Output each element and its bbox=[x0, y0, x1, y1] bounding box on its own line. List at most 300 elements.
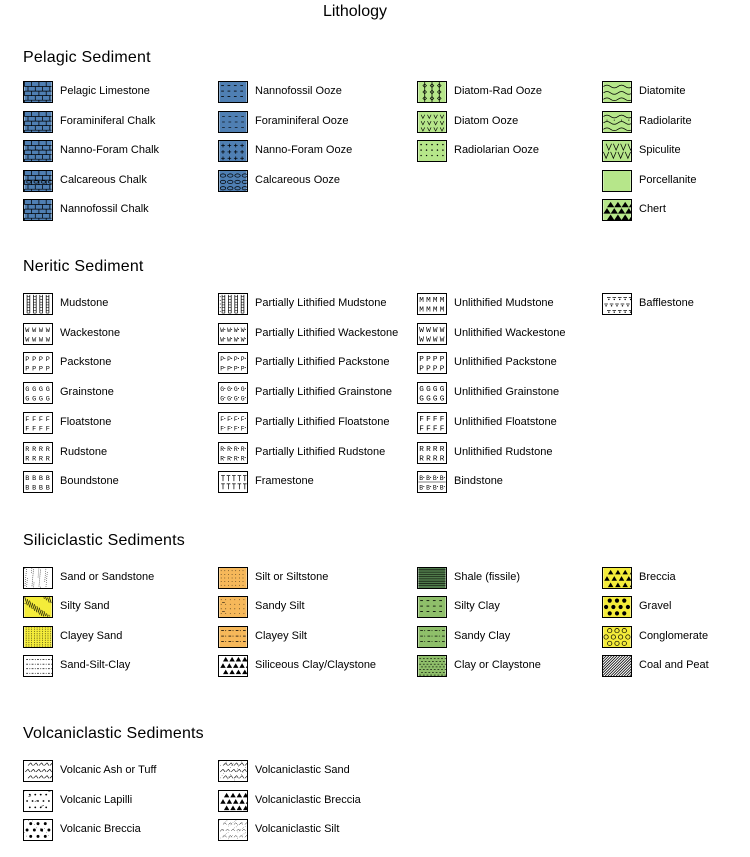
svg-text:F: F bbox=[25, 425, 30, 433]
svg-text:W: W bbox=[419, 336, 424, 344]
svg-text:W: W bbox=[432, 336, 438, 344]
legend-item-sand-or-sandstone bbox=[23, 567, 223, 591]
svg-text:P: P bbox=[439, 356, 445, 365]
chert-pattern-icon bbox=[602, 199, 632, 221]
svg-text:G: G bbox=[45, 395, 50, 403]
svg-text:R: R bbox=[439, 455, 445, 463]
unlithified-floatstone-pattern-icon bbox=[417, 412, 447, 434]
legend-label: Unlithified Wackestone bbox=[454, 327, 566, 339]
legend-item-clayey-sand bbox=[23, 626, 223, 650]
svg-text:B: B bbox=[432, 484, 437, 492]
legend-label: Nanno-Foram Chalk bbox=[60, 144, 160, 156]
legend-label: Partially Lithified Floatstone bbox=[255, 416, 390, 428]
svg-text:P: P bbox=[32, 365, 37, 373]
svg-text:P: P bbox=[419, 356, 424, 365]
legend-item-grainstone bbox=[23, 382, 223, 406]
legend-label: Grainstone bbox=[60, 386, 114, 398]
diatomite-pattern-icon bbox=[602, 81, 632, 103]
svg-text:F: F bbox=[45, 416, 50, 425]
legend-label: Unlithified Rudstone bbox=[454, 446, 553, 458]
svg-text:R: R bbox=[419, 446, 424, 455]
legend-item-sandy-silt bbox=[218, 596, 418, 620]
legend-label: Sand or Sandstone bbox=[60, 571, 155, 583]
svg-text:W: W bbox=[45, 327, 50, 336]
legend-item-volcanic-breccia bbox=[23, 819, 223, 843]
calcareous-ooze-pattern-icon bbox=[218, 170, 248, 192]
partially-lithified-packstone-pattern-icon bbox=[218, 352, 248, 374]
svg-text:R: R bbox=[432, 446, 438, 455]
svg-text:G: G bbox=[426, 386, 431, 395]
volcaniclastic-silt-pattern-icon bbox=[218, 819, 248, 841]
legend-item-breccia bbox=[602, 567, 750, 591]
svg-text:W: W bbox=[220, 336, 225, 344]
legend-item-radiolarian-ooze bbox=[417, 140, 617, 164]
partially-lithified-wackestone-pattern-icon bbox=[218, 323, 248, 345]
gravel-pattern-icon bbox=[602, 596, 632, 618]
svg-text:F: F bbox=[439, 425, 445, 433]
legend-item-rudstone bbox=[23, 442, 223, 466]
legend-label: Clayey Sand bbox=[60, 630, 123, 642]
svg-text:F: F bbox=[419, 425, 424, 433]
legend-item-foraminiferal-ooze bbox=[218, 111, 418, 135]
svg-text:W: W bbox=[32, 327, 37, 336]
legend-label: Unlithified Grainstone bbox=[454, 386, 560, 398]
svg-text:M: M bbox=[419, 306, 424, 314]
svg-text:R: R bbox=[240, 455, 245, 463]
svg-text:F: F bbox=[426, 425, 431, 433]
svg-text:W: W bbox=[439, 327, 445, 336]
legend-label: Partially Lithified Grainstone bbox=[255, 386, 392, 398]
legend-item-spiculite bbox=[602, 140, 750, 164]
legend-label: Unlithified Floatstone bbox=[454, 416, 557, 428]
legend-label: Bafflestone bbox=[639, 297, 694, 309]
unlithified-mudstone-pattern-icon bbox=[417, 293, 447, 315]
svg-text:P: P bbox=[227, 356, 231, 364]
legend-label: Conglomerate bbox=[639, 630, 709, 642]
legend-item-calcareous-chalk bbox=[23, 170, 223, 194]
svg-text:G: G bbox=[25, 395, 30, 403]
svg-text:W: W bbox=[419, 327, 424, 336]
legend-label: Pelagic Limestone bbox=[60, 85, 150, 97]
sandy-silt-pattern-icon bbox=[218, 596, 248, 618]
svg-text:G: G bbox=[432, 386, 438, 395]
spiculite-pattern-icon bbox=[602, 140, 632, 162]
legend-item-partially-lithified-mudstone bbox=[218, 293, 418, 317]
legend-label: Volcaniclastic Sand bbox=[255, 764, 350, 776]
svg-text:W: W bbox=[240, 327, 245, 335]
legend-item-pelagic-limestone bbox=[23, 81, 223, 105]
svg-text:M: M bbox=[432, 297, 438, 306]
sandy-clay-pattern-icon bbox=[417, 626, 447, 648]
legend-label: Volcanic Lapilli bbox=[60, 794, 133, 806]
svg-text:G: G bbox=[426, 395, 431, 403]
section-title-neritic-sediment: Neritic Sediment bbox=[23, 258, 144, 275]
unlithified-wackestone-pattern-icon bbox=[417, 323, 447, 345]
bafflestone-pattern-icon bbox=[602, 293, 632, 315]
legend-item-boundstone bbox=[23, 471, 223, 495]
svg-text:P: P bbox=[38, 356, 44, 365]
silty-sand-pattern-icon bbox=[23, 596, 53, 618]
legend-item-shale-fissile bbox=[417, 567, 617, 591]
legend-item-floatstone bbox=[23, 412, 223, 436]
svg-text:W: W bbox=[220, 327, 225, 335]
legend-item-sand-silt-clay bbox=[23, 655, 223, 679]
svg-text:F: F bbox=[227, 416, 231, 424]
svg-text:G: G bbox=[38, 386, 44, 395]
partially-lithified-mudstone-pattern-icon bbox=[218, 293, 248, 315]
volcanic-breccia-pattern-icon bbox=[23, 819, 53, 841]
legend-item-conglomerate bbox=[602, 626, 750, 650]
svg-text:W: W bbox=[227, 336, 231, 344]
svg-text:G: G bbox=[233, 386, 238, 394]
clayey-sand-pattern-icon bbox=[23, 626, 53, 648]
foraminiferal-chalk-pattern-icon bbox=[23, 111, 53, 133]
svg-text:G: G bbox=[419, 395, 424, 403]
svg-text:R: R bbox=[233, 455, 238, 463]
svg-text:G: G bbox=[233, 395, 238, 403]
svg-text:F: F bbox=[240, 425, 245, 433]
breccia-pattern-icon bbox=[602, 567, 632, 589]
bindstone-pattern-icon bbox=[417, 471, 447, 493]
svg-text:B: B bbox=[439, 475, 444, 483]
legend-label: Unlithified Mudstone bbox=[454, 297, 554, 309]
svg-text:R: R bbox=[32, 446, 37, 455]
svg-text:P: P bbox=[240, 356, 245, 364]
svg-text:G: G bbox=[227, 395, 231, 403]
svg-text:B: B bbox=[419, 475, 424, 483]
legend-label: Unlithified Packstone bbox=[454, 356, 557, 368]
section-title-siliciclastic-sediments: Siliciclastic Sediments bbox=[23, 532, 185, 549]
legend-item-unlithified-rudstone bbox=[417, 442, 617, 466]
legend-item-partially-lithified-rudstone bbox=[218, 442, 418, 466]
legend-item-volcaniclastic-silt bbox=[218, 819, 418, 843]
legend-item-silty-clay bbox=[417, 596, 617, 620]
svg-text:R: R bbox=[32, 455, 37, 463]
svg-text:M: M bbox=[426, 297, 431, 306]
svg-text:R: R bbox=[227, 455, 231, 463]
legend-label: Partially Lithified Packstone bbox=[255, 356, 390, 368]
legend-label: Radiolarite bbox=[639, 115, 692, 127]
legend-label: Partially Lithified Rudstone bbox=[255, 446, 386, 458]
svg-text:G: G bbox=[25, 386, 30, 395]
legend-item-foraminiferal-chalk bbox=[23, 111, 223, 135]
legend-item-partially-lithified-floatstone bbox=[218, 412, 418, 436]
volcaniclastic-breccia-pattern-icon bbox=[218, 790, 248, 812]
legend-label: Wackestone bbox=[60, 327, 121, 339]
legend-item-unlithified-grainstone bbox=[417, 382, 617, 406]
svg-text:B: B bbox=[419, 484, 424, 492]
legend-label: Siliceous Clay/Claystone bbox=[255, 659, 377, 671]
legend-item-mudstone bbox=[23, 293, 223, 317]
svg-text:W: W bbox=[227, 327, 231, 335]
svg-text:P: P bbox=[233, 356, 238, 364]
shale-fissile-pattern-icon bbox=[417, 567, 447, 589]
svg-text:B: B bbox=[25, 475, 30, 484]
legend-label: Framestone bbox=[255, 475, 314, 487]
legend-label: Sand-Silt-Clay bbox=[60, 659, 131, 671]
svg-text:G: G bbox=[439, 386, 445, 395]
svg-text:W: W bbox=[233, 336, 238, 344]
legend-label: Volcanic Ash or Tuff bbox=[60, 764, 157, 776]
legend-item-coal-and-peat bbox=[602, 655, 750, 679]
partially-lithified-floatstone-pattern-icon bbox=[218, 412, 248, 434]
svg-text:P: P bbox=[432, 365, 438, 373]
svg-text:P: P bbox=[25, 356, 30, 365]
legend-item-sandy-clay bbox=[417, 626, 617, 650]
svg-text:F: F bbox=[426, 416, 431, 425]
pelagic-limestone-pattern-icon bbox=[23, 81, 53, 103]
legend-label: Coal and Peat bbox=[639, 659, 709, 671]
legend-label: Volcanic Breccia bbox=[60, 823, 141, 835]
legend-label: Silty Clay bbox=[454, 600, 500, 612]
legend-label: Breccia bbox=[639, 571, 676, 583]
silt-or-siltstone-pattern-icon bbox=[218, 567, 248, 589]
legend-item-unlithified-packstone bbox=[417, 352, 617, 376]
legend-label: Diatom Ooze bbox=[454, 115, 519, 127]
diatom-rad-ooze-pattern-icon bbox=[417, 81, 447, 103]
legend-label: Sandy Silt bbox=[255, 600, 305, 612]
svg-text:R: R bbox=[38, 446, 44, 455]
legend-label: Partially Lithified Wackestone bbox=[255, 327, 399, 339]
legend-item-framestone bbox=[218, 471, 418, 495]
legend-item-volcaniclastic-breccia bbox=[218, 790, 418, 814]
svg-text:P: P bbox=[45, 365, 50, 373]
legend-label: Mudstone bbox=[60, 297, 109, 309]
framestone-pattern-icon bbox=[218, 471, 248, 493]
svg-text:B: B bbox=[25, 484, 30, 492]
svg-text:W: W bbox=[426, 327, 431, 336]
nanno-foram-chalk-pattern-icon bbox=[23, 140, 53, 162]
svg-text:P: P bbox=[419, 365, 424, 373]
clay-or-claystone-pattern-icon bbox=[417, 655, 447, 677]
legend-label: Calcareous Ooze bbox=[255, 174, 340, 186]
svg-text:F: F bbox=[419, 416, 424, 425]
legend-label: Chert bbox=[639, 203, 666, 215]
page-title: Lithology bbox=[322, 3, 388, 20]
svg-text:R: R bbox=[240, 446, 245, 454]
siliceous-clay-claystone-pattern-icon bbox=[218, 655, 248, 677]
svg-text:G: G bbox=[432, 395, 438, 403]
svg-text:W: W bbox=[25, 327, 30, 336]
svg-text:F: F bbox=[38, 425, 44, 433]
legend-label: Boundstone bbox=[60, 475, 119, 487]
svg-text:W: W bbox=[45, 336, 50, 344]
legend-label: Nannofossil Ooze bbox=[255, 85, 342, 97]
svg-text:R: R bbox=[25, 446, 30, 455]
legend-label: Shale (fissile) bbox=[454, 571, 521, 583]
legend-item-silty-sand bbox=[23, 596, 223, 620]
svg-text:G: G bbox=[227, 386, 231, 394]
legend-label: Sandy Clay bbox=[454, 630, 511, 642]
legend-item-gravel bbox=[602, 596, 750, 620]
legend-item-diatom-ooze bbox=[417, 111, 617, 135]
radiolarian-ooze-pattern-icon bbox=[417, 140, 447, 162]
svg-text:P: P bbox=[38, 365, 44, 373]
legend-label: Spiculite bbox=[639, 144, 681, 156]
svg-text:G: G bbox=[45, 386, 50, 395]
legend-item-unlithified-wackestone bbox=[417, 323, 617, 347]
partially-lithified-rudstone-pattern-icon bbox=[218, 442, 248, 464]
svg-text:P: P bbox=[240, 365, 245, 373]
packstone-pattern-icon bbox=[23, 352, 53, 374]
svg-text:R: R bbox=[426, 455, 431, 463]
svg-text:P: P bbox=[426, 365, 431, 373]
legend-item-volcanic-lapilli bbox=[23, 790, 223, 814]
svg-text:G: G bbox=[220, 386, 225, 394]
svg-text:B: B bbox=[32, 475, 37, 484]
nanno-foram-ooze-pattern-icon bbox=[218, 140, 248, 162]
svg-text:F: F bbox=[38, 416, 44, 425]
svg-text:F: F bbox=[432, 425, 438, 433]
svg-text:B: B bbox=[439, 484, 444, 492]
legend-item-wackestone bbox=[23, 323, 223, 347]
legend-label: Calcareous Chalk bbox=[60, 174, 147, 186]
calcareous-chalk-pattern-icon bbox=[23, 170, 53, 192]
legend-item-clayey-silt bbox=[218, 626, 418, 650]
silty-clay-pattern-icon bbox=[417, 596, 447, 618]
legend-item-silt-or-siltstone bbox=[218, 567, 418, 591]
svg-text:G: G bbox=[240, 386, 245, 394]
legend-label: Clayey Silt bbox=[255, 630, 307, 642]
legend-label: Packstone bbox=[60, 356, 112, 368]
nannofossil-ooze-pattern-icon bbox=[218, 81, 248, 103]
svg-text:G: G bbox=[32, 386, 37, 395]
legend-item-nanno-foram-ooze bbox=[218, 140, 418, 164]
legend-item-calcareous-ooze bbox=[218, 170, 418, 194]
svg-text:W: W bbox=[25, 336, 30, 344]
legend-item-porcellanite bbox=[602, 170, 750, 194]
svg-text:P: P bbox=[45, 356, 50, 365]
svg-text:B: B bbox=[432, 475, 437, 483]
legend-label: Partially Lithified Mudstone bbox=[255, 297, 387, 309]
svg-text:G: G bbox=[220, 395, 225, 403]
svg-text:B: B bbox=[38, 484, 44, 492]
unlithified-packstone-pattern-icon bbox=[417, 352, 447, 374]
svg-text:P: P bbox=[220, 356, 225, 364]
svg-text:F: F bbox=[220, 416, 225, 424]
svg-text:F: F bbox=[233, 425, 238, 433]
svg-text:G: G bbox=[32, 395, 37, 403]
svg-text:B: B bbox=[32, 484, 37, 492]
foraminiferal-ooze-pattern-icon bbox=[218, 111, 248, 133]
legend-label: Diatomite bbox=[639, 85, 686, 97]
partially-lithified-grainstone-pattern-icon bbox=[218, 382, 248, 404]
svg-text:G: G bbox=[240, 395, 245, 403]
unlithified-rudstone-pattern-icon bbox=[417, 442, 447, 464]
svg-text:B: B bbox=[426, 484, 430, 492]
svg-text:W: W bbox=[426, 336, 431, 344]
svg-text:F: F bbox=[233, 416, 238, 424]
svg-text:R: R bbox=[432, 455, 438, 463]
legend-item-radiolarite bbox=[602, 111, 750, 135]
nannofossil-chalk-pattern-icon bbox=[23, 199, 53, 221]
svg-text:R: R bbox=[25, 455, 30, 463]
volcanic-lapilli-pattern-icon bbox=[23, 790, 53, 812]
legend-item-diatom-rad-ooze bbox=[417, 81, 617, 105]
legend-label: Nannofossil Chalk bbox=[60, 203, 149, 215]
svg-text:F: F bbox=[227, 425, 231, 433]
diatom-ooze-pattern-icon bbox=[417, 111, 447, 133]
grainstone-pattern-icon bbox=[23, 382, 53, 404]
svg-text:R: R bbox=[45, 455, 50, 463]
svg-text:R: R bbox=[45, 446, 50, 455]
section-title-volcaniclastic-sediments: Volcaniclastic Sediments bbox=[23, 725, 204, 742]
legend-item-diatomite bbox=[602, 81, 750, 105]
svg-text:R: R bbox=[419, 455, 424, 463]
legend-label: Foraminiferal Ooze bbox=[255, 115, 349, 127]
svg-text:R: R bbox=[233, 446, 238, 454]
mudstone-pattern-icon bbox=[23, 293, 53, 315]
svg-text:F: F bbox=[45, 425, 50, 433]
legend-item-volcaniclastic-sand bbox=[218, 760, 418, 784]
sand-silt-clay-pattern-icon bbox=[23, 655, 53, 677]
svg-text:F: F bbox=[32, 416, 37, 425]
svg-text:G: G bbox=[419, 386, 424, 395]
legend-label: Volcaniclastic Breccia bbox=[255, 794, 361, 806]
svg-text:W: W bbox=[432, 327, 438, 336]
legend-label: Silt or Siltstone bbox=[255, 571, 329, 583]
svg-text:W: W bbox=[233, 327, 238, 335]
legend-item-nannofossil-ooze bbox=[218, 81, 418, 105]
svg-text:M: M bbox=[419, 297, 424, 306]
svg-text:R: R bbox=[220, 455, 225, 463]
svg-text:G: G bbox=[38, 395, 44, 403]
svg-text:P: P bbox=[220, 365, 225, 373]
legend-item-unlithified-mudstone bbox=[417, 293, 617, 317]
legend-item-nanno-foram-chalk bbox=[23, 140, 223, 164]
svg-text:B: B bbox=[45, 484, 50, 492]
rudstone-pattern-icon bbox=[23, 442, 53, 464]
svg-text:P: P bbox=[233, 365, 238, 373]
legend-label: Nanno-Foram Ooze bbox=[255, 144, 353, 156]
coal-and-peat-pattern-icon bbox=[602, 655, 632, 677]
svg-text:M: M bbox=[432, 306, 438, 314]
svg-text:M: M bbox=[439, 306, 445, 314]
svg-text:F: F bbox=[32, 425, 37, 433]
volcaniclastic-sand-pattern-icon bbox=[218, 760, 248, 782]
clayey-silt-pattern-icon bbox=[218, 626, 248, 648]
legend-item-partially-lithified-wackestone bbox=[218, 323, 418, 347]
svg-text:B: B bbox=[45, 475, 50, 484]
legend-item-siliceous-clay-claystone bbox=[218, 655, 418, 679]
unlithified-grainstone-pattern-icon bbox=[417, 382, 447, 404]
legend-item-partially-lithified-packstone bbox=[218, 352, 418, 376]
legend-item-clay-or-claystone bbox=[417, 655, 617, 679]
svg-text:P: P bbox=[426, 356, 431, 365]
svg-text:R: R bbox=[439, 446, 445, 455]
legend-label: Clay or Claystone bbox=[454, 659, 541, 671]
legend-label: Bindstone bbox=[454, 475, 503, 487]
legend-item-packstone bbox=[23, 352, 223, 376]
legend-label: Volcaniclastic Silt bbox=[255, 823, 340, 835]
conglomerate-pattern-icon bbox=[602, 626, 632, 648]
svg-text:B: B bbox=[426, 475, 430, 483]
legend-item-unlithified-floatstone bbox=[417, 412, 617, 436]
svg-text:P: P bbox=[227, 365, 231, 373]
svg-text:R: R bbox=[227, 446, 231, 454]
svg-text:F: F bbox=[240, 416, 245, 424]
volcanic-ash-or-tuff-pattern-icon bbox=[23, 760, 53, 782]
section-title-pelagic-sediment: Pelagic Sediment bbox=[23, 49, 151, 66]
svg-text:W: W bbox=[32, 336, 37, 344]
legend-label: Porcellanite bbox=[639, 174, 697, 186]
svg-text:W: W bbox=[38, 336, 44, 344]
svg-text:W: W bbox=[240, 336, 245, 344]
svg-text:P: P bbox=[32, 356, 37, 365]
svg-text:M: M bbox=[426, 306, 431, 314]
legend-item-volcanic-ash-or-tuff bbox=[23, 760, 223, 784]
legend-label: Diatom-Rad Ooze bbox=[454, 85, 543, 97]
